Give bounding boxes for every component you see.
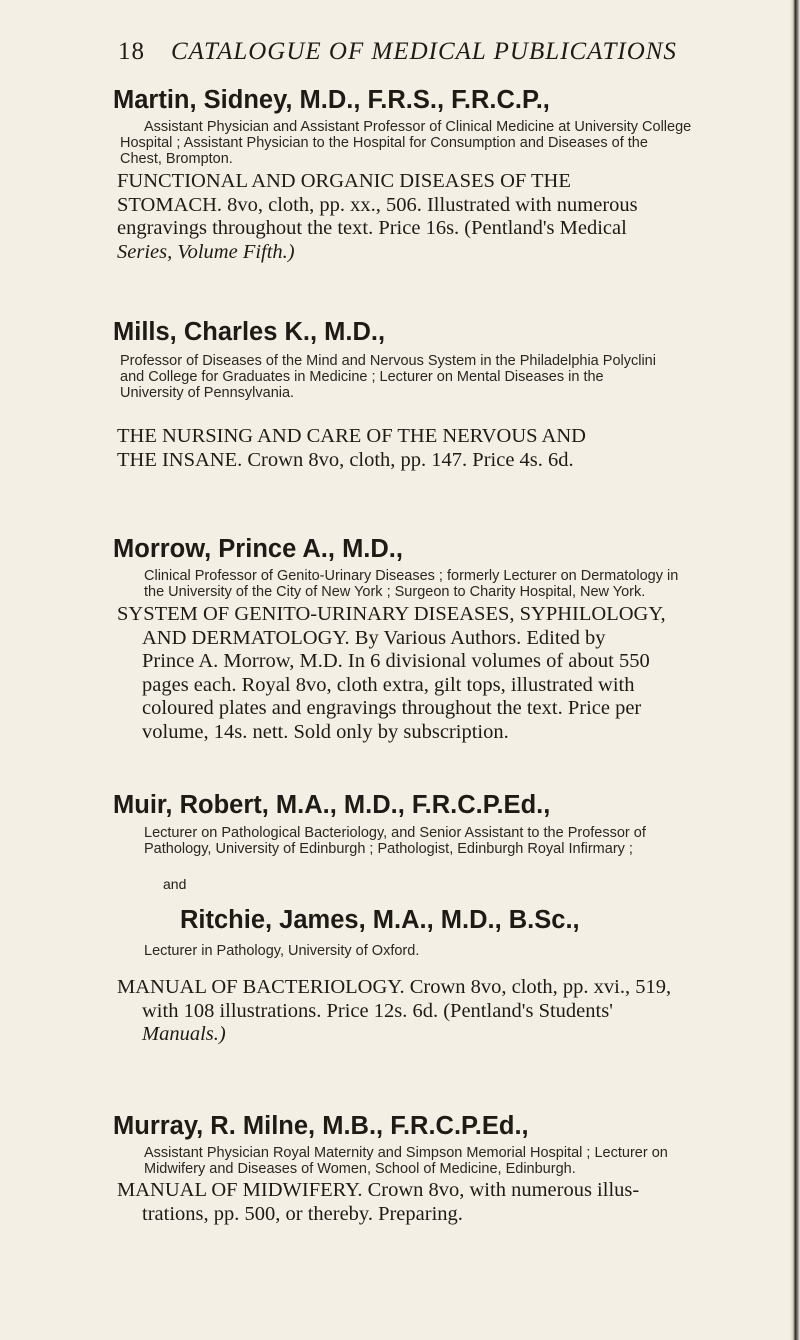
bio-line: University of Pennsylvania.: [120, 385, 295, 401]
book-title-line: coloured plates and engravings throughout the text. Price per: [142, 697, 642, 719]
book-title-line: trations, pp. 500, or thereby. Preparing.: [142, 1202, 463, 1225]
author-heading: Mills, Charles K., M.D.,: [113, 318, 386, 346]
page-edge: [790, 0, 800, 1340]
book-entry: [117, 1179, 767, 1226]
book-title-line: STOMACH. 8vo, cloth, pp. xx., 506. Illustrated with numerous: [117, 193, 638, 216]
bio-line: the University of the City of New York ; Surgeon to Charity Hospital, New York.: [144, 584, 646, 600]
coauthor-bio: [144, 943, 764, 959]
book-entry: [117, 170, 767, 264]
book-title-line: THE INSANE. Crown 8vo, cloth, pp. 147. Price 4s. 6d.: [117, 448, 574, 471]
author-heading: Morrow, Prince A., M.D.,: [113, 535, 403, 563]
coauthor-heading: Ritchie, James, M.A., M.D., B.Sc.,: [180, 906, 580, 934]
author-bio: [120, 353, 740, 401]
bio-line: Clinical Professor of Genito-Urinary Diseases ; formerly Lecturer on Dermatology in: [144, 568, 679, 584]
bio-line: and College for Graduates in Medicine ; Lecturer on Mental Diseases in the: [120, 369, 604, 385]
bio-line: Midwifery and Diseases of Women, School of Medicine, Edinburgh.: [144, 1161, 576, 1177]
author-heading: Martin, Sidney, M.D., F.R.S., F.R.C.P.,: [113, 86, 550, 114]
author-bio: [144, 825, 764, 857]
book-title-line: volume, 14s. nett. Sold only by subscription.: [142, 720, 509, 743]
and-connector: and: [163, 876, 187, 892]
book-title-line: MANUAL OF BACTERIOLOGY. Crown 8vo, cloth, pp. xvi., 519,: [117, 976, 672, 998]
bio-line: Hospital ; Assistant Physician to the Hospital for Consumption and Diseases of the: [120, 135, 648, 151]
bio-line: Lecturer in Pathology, University of Oxford.: [144, 943, 420, 959]
book-title-line: pages each. Royal 8vo, cloth extra, gilt tops, illustrated with: [142, 673, 635, 696]
book-title-line: FUNCTIONAL AND ORGANIC DISEASES OF THE: [117, 170, 571, 192]
bio-line: Assistant Physician and Assistant Professor of Clinical Medicine at University College: [144, 119, 692, 135]
book-entry: [117, 425, 767, 472]
running-title: CATALOGUE OF MEDICAL PUBLICATIONS: [171, 38, 677, 65]
page-number: 18: [118, 38, 145, 65]
book-title-line: MANUAL OF MIDWIFERY. Crown 8vo, with numerous illus-: [117, 1179, 640, 1201]
page-header: [118, 38, 738, 66]
book-entry: [117, 603, 767, 744]
author-bio: [120, 119, 764, 167]
author-heading: Muir, Robert, M.A., M.D., F.R.C.P.Ed.,: [113, 791, 551, 819]
author-bio: [144, 568, 764, 600]
book-title-line: Prince A. Morrow, M.D. In 6 divisional volumes of about 550: [142, 650, 650, 672]
bio-line: Chest, Brompton.: [120, 151, 233, 167]
book-title-line: engravings throughout the text. Price 16s. (Pentland's Medical: [117, 217, 627, 239]
book-title-line: with 108 illustrations. Price 12s. 6d. (Pentland's Students': [142, 999, 613, 1022]
bio-line: Assistant Physician Royal Maternity and Simpson Memorial Hospital ; Lecturer on: [144, 1145, 668, 1161]
book-title-line: Manuals.): [142, 1023, 226, 1045]
bio-line: Professor of Diseases of the Mind and Nervous System in the Philadelphia Polyclini: [120, 353, 656, 369]
book-entry: [117, 976, 767, 1047]
book-title-line: AND DERMATOLOGY. By Various Authors. Edited by: [142, 626, 606, 649]
bio-line: Pathology, University of Edinburgh ; Pathologist, Edinburgh Royal Infirmary ;: [144, 841, 633, 857]
author-heading: Murray, R. Milne, M.B., F.R.C.P.Ed.,: [113, 1112, 529, 1140]
bio-line: Lecturer on Pathological Bacteriology, and Senior Assistant to the Professor of: [144, 825, 646, 841]
book-title-line: SYSTEM OF GENITO-URINARY DISEASES, SYPHILOLOGY,: [117, 603, 666, 625]
author-bio: [144, 1145, 764, 1177]
book-title-line: THE NURSING AND CARE OF THE NERVOUS AND: [117, 425, 586, 447]
book-title-line: Series, Volume Fifth.): [117, 240, 295, 263]
